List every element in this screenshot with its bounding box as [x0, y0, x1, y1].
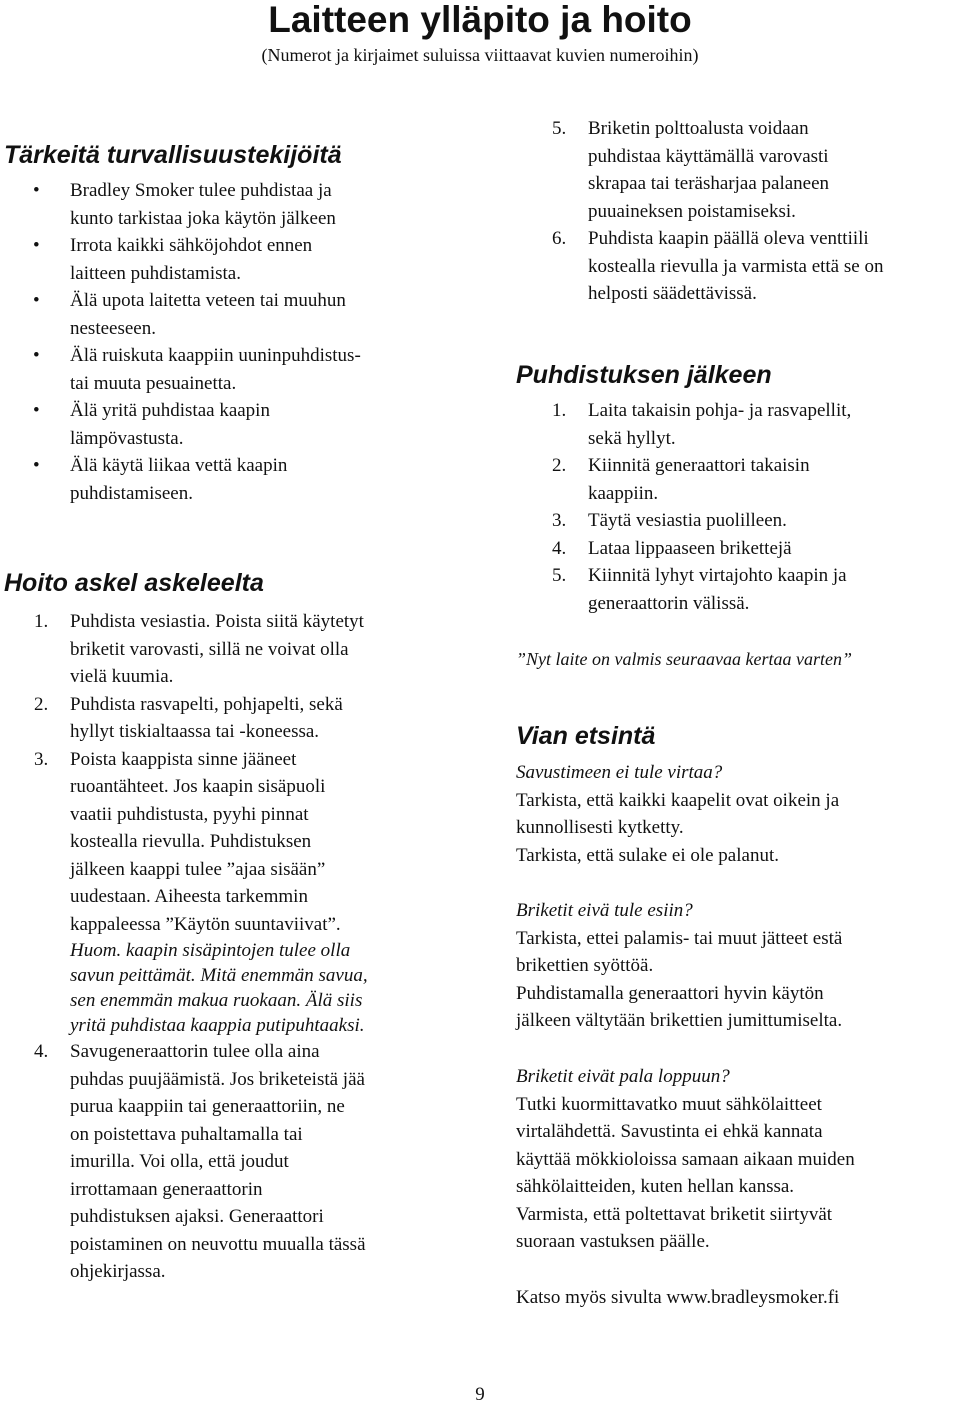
after-step-4: 4. Lataa lippaaseen brikettejä: [552, 537, 792, 559]
page-title: Laitteen ylläpito ja hoito: [268, 0, 692, 40]
ready-quote: ”Nyt laite on valmis seuraavaa kertaa varten”: [516, 649, 852, 669]
see-also-note: Katso myös sivulta www.bradleysmoker.fi: [516, 1287, 840, 1308]
care-step-5: 5. Briketin polttoalusta voidaan puhdistaa käyttämällä varovasti skrapaa tai teräsharjaa palaneen puuaineksen poistamiseksi.: [552, 118, 830, 222]
care-steps-list: [4, 608, 462, 1286]
care-step-4: 4. Savugeneraattorin tulee olla aina puhdas puujäämistä. Jos briketeistä jää purua kaappiin tai generaattoriin, ne on poistettava puhaltamalla tai imurilla. Voi olla, että joudut irrottamaan generaattorin puhdistuksen ajaksi. Generaattori poistaminen on neuvottu muualla tässä ohjekirjassa.: [34, 1041, 366, 1282]
after-step-2: 2. Kiinnitä generaattori takaisin kaappiin.: [552, 455, 810, 504]
issue-briquettes-not-burning: [516, 1063, 960, 1256]
list-item: • Älä käytä liikaa vettä kaapin puhdistamiseen.: [4, 452, 462, 507]
care-step-2: 2. Puhdista rasvapelti, pohjapelti, sekä hyllyt tiskialtaassa tai -koneessa.: [34, 693, 343, 742]
bullet-icon: •: [33, 290, 40, 311]
issue-answer: Tutki kuormittavatko muut sähkölaitteet virtalähdettä. Savustinta ei ehkä kannata käyttää mökkioloissa samaan aikaan muiden sähkölaitteiden, kuten hellan kanssa. Varmista, että poltettavat briketit siirtyvät suoraan vastuksen päälle.: [516, 1093, 855, 1252]
issue-question: Briketit eivät pala loppuun?: [516, 1066, 730, 1087]
list-item: • Älä yritä puhdistaa kaapin lämpövastusta.: [4, 397, 462, 452]
safety-list: [4, 177, 462, 507]
issue-question: Briketit eivä tule esiin?: [516, 900, 693, 921]
bullet-icon: •: [33, 345, 40, 366]
page-subtitle: (Numerot ja kirjaimet suluissa viittaavat kuvien numeroihin): [261, 45, 699, 65]
bullet-icon: •: [33, 400, 40, 421]
list-item: • Bradley Smoker tulee puhdistaa ja kunto tarkistaa joka käytön jälkeen: [4, 177, 462, 232]
care-step-1: 1. Puhdista vesiastia. Poista siitä käytetyt briketit varovasti, sillä ne voivat olla vielä kuumia.: [34, 611, 364, 687]
care-step-3-note: Huom. kaapin sisäpintojen tulee olla savun peittämät. Mitä enemmän savua, sen enemmän makua ruokaan. Älä siis yritä puhdistaa kaappia putipuhtaaksi.: [70, 940, 368, 1036]
care-heading: Hoito askel askeleelta: [4, 569, 264, 597]
issue-question: Savustimeen ei tule virtaa?: [516, 762, 723, 783]
after-heading: Puhdistuksen jälkeen: [516, 361, 772, 389]
bullet-icon: •: [33, 180, 40, 201]
after-step-3: 3. Täytä vesiastia puolilleen.: [552, 510, 787, 531]
list-item: • Älä ruiskuta kaappiin uuninpuhdistus- tai muuta pesuainetta.: [4, 342, 462, 397]
list-item: • Älä upota laitetta veteen tai muuhun nesteeseen.: [4, 287, 462, 342]
care-steps-continued: [516, 115, 960, 308]
care-step-3: 3. Poista kaappista sinne jääneet ruoantähteet. Jos kaapin sisäpuoli vaatii puhdistusta, pyyhi pinnat kostealla rievulla. Puhdistuksen jälkeen kaappi tulee ”ajaa sisään” uudestaan. Aiheesta tarkemmin kappaleessa ”Käytön suuntaviivat”. Huom. kaapin sisäpintojen tulee olla savun peittämät. Mitä enemmän savua, sen enemmän makua ruokaan. Älä siis yritä puhdistaa kaappia putipuhtaaksi.: [4, 746, 462, 1039]
issue-answer: Tarkista, ettei palamis- tai muut jätteet estä brikettien syöttöä. Puhdistamalla generaattori hyvin käytön jälkeen vältytään brikettien jumittumiselta.: [516, 927, 843, 1031]
issue-answer: Tarkista, että kaikki kaapelit ovat oikein ja kunnollisesti kytketty. Tarkista, että sulake ei ole palanut.: [516, 789, 840, 866]
bullet-icon: •: [33, 235, 40, 256]
after-step-1: 1. Laita takaisin pohja- ja rasvapellit, sekä hyllyt.: [552, 400, 852, 449]
safety-heading: Tärkeitä turvallisuustekijöitä: [4, 141, 342, 169]
after-step-5: 5. Kiinnitä lyhyt virtajohto kaapin ja generaattorin välissä.: [552, 565, 847, 614]
bullet-icon: •: [33, 455, 40, 476]
issue-no-power: [516, 759, 960, 869]
after-steps-list: [516, 397, 960, 617]
issue-briquettes-not-feeding: [516, 897, 960, 1035]
troubleshooting-heading: Vian etsintä: [516, 722, 656, 750]
care-step-6: 6. Puhdista kaapin päällä oleva venttiili kostealla rievulla ja varmista että se on helposti säädettävissä.: [552, 228, 884, 304]
page-number: 9: [475, 1384, 485, 1405]
list-item: • Irrota kaikki sähköjohdot ennen laitteen puhdistamista.: [4, 232, 462, 287]
